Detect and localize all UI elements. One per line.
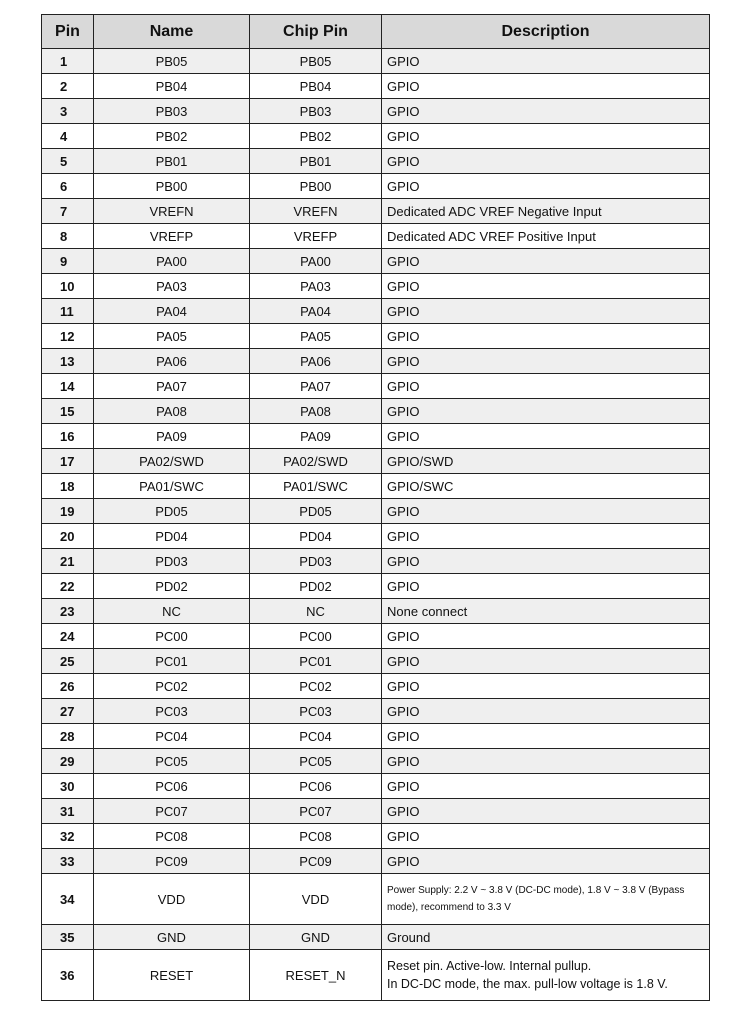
chip-pin-cell: PA03 (250, 274, 382, 299)
table-row (42, 774, 710, 799)
table-row (42, 574, 710, 599)
table-row (42, 950, 710, 1001)
table-row (42, 374, 710, 399)
description-cell: GPIO (382, 374, 710, 399)
pin-cell: 15 (42, 399, 94, 424)
name-cell: PA04 (94, 299, 250, 324)
chip-pin-cell: PA04 (250, 299, 382, 324)
name-cell: PC05 (94, 749, 250, 774)
name-cell: PA00 (94, 249, 250, 274)
description-cell: GPIO (382, 824, 710, 849)
chip-pin-cell: PC06 (250, 774, 382, 799)
chip-pin-cell: PB02 (250, 124, 382, 149)
pin-cell: 5 (42, 149, 94, 174)
chip-pin-cell: GND (250, 925, 382, 950)
table-row (42, 249, 710, 274)
chip-pin-cell: PC09 (250, 849, 382, 874)
name-cell: PB02 (94, 124, 250, 149)
chip-pin-cell: PC07 (250, 799, 382, 824)
pin-cell: 3 (42, 99, 94, 124)
chip-pin-cell: PC03 (250, 699, 382, 724)
description-cell: GPIO (382, 324, 710, 349)
description-cell: GPIO (382, 624, 710, 649)
name-cell: PC03 (94, 699, 250, 724)
description-cell: GPIO (382, 549, 710, 574)
header-name: Name (94, 15, 250, 49)
description-cell: GPIO (382, 674, 710, 699)
chip-pin-cell: VREFN (250, 199, 382, 224)
chip-pin-cell: PB00 (250, 174, 382, 199)
table-row (42, 74, 710, 99)
table-row (42, 799, 710, 824)
name-cell: PA02/SWD (94, 449, 250, 474)
description-line: Reset pin. Active-low. Internal pullup. (387, 959, 592, 973)
description-cell: None connect (382, 599, 710, 624)
description-cell: GPIO (382, 274, 710, 299)
name-cell: PB05 (94, 49, 250, 74)
pin-cell: 34 (42, 874, 94, 925)
chip-pin-cell: PB01 (250, 149, 382, 174)
table-row (42, 449, 710, 474)
chip-pin-cell: PA00 (250, 249, 382, 274)
table-row (42, 199, 710, 224)
name-cell: RESET (94, 950, 250, 1001)
table-row (42, 474, 710, 499)
chip-pin-cell: PB05 (250, 49, 382, 74)
pin-cell: 13 (42, 349, 94, 374)
pin-cell: 20 (42, 524, 94, 549)
chip-pin-cell: PA08 (250, 399, 382, 424)
header-pin: Pin (42, 15, 94, 49)
pin-cell: 17 (42, 449, 94, 474)
description-cell: GPIO (382, 699, 710, 724)
table-row (42, 724, 710, 749)
chip-pin-cell: PC02 (250, 674, 382, 699)
description-cell: GPIO (382, 149, 710, 174)
table-row (42, 174, 710, 199)
chip-pin-cell: PA06 (250, 349, 382, 374)
description-cell: Dedicated ADC VREF Negative Input (382, 199, 710, 224)
chip-pin-cell: PC01 (250, 649, 382, 674)
table-row (42, 599, 710, 624)
table-row (42, 824, 710, 849)
name-cell: PD02 (94, 574, 250, 599)
name-cell: VDD (94, 874, 250, 925)
name-cell: VREFP (94, 224, 250, 249)
pin-cell: 33 (42, 849, 94, 874)
table-row (42, 99, 710, 124)
name-cell: PC09 (94, 849, 250, 874)
name-cell: PC01 (94, 649, 250, 674)
header-row (42, 15, 710, 49)
description-cell: GPIO/SWC (382, 474, 710, 499)
name-cell: PA03 (94, 274, 250, 299)
pin-cell: 25 (42, 649, 94, 674)
header-chip-pin: Chip Pin (250, 15, 382, 49)
description-cell: GPIO (382, 724, 710, 749)
chip-pin-cell: PD05 (250, 499, 382, 524)
description-cell (382, 950, 710, 1001)
table-body (42, 49, 710, 1001)
table-header (42, 15, 710, 49)
description-cell: GPIO (382, 774, 710, 799)
chip-pin-cell: PD04 (250, 524, 382, 549)
pin-cell: 26 (42, 674, 94, 699)
chip-pin-cell: PB04 (250, 74, 382, 99)
chip-pin-cell: PD02 (250, 574, 382, 599)
description-cell: GPIO (382, 574, 710, 599)
pin-cell: 2 (42, 74, 94, 99)
chip-pin-cell: PC08 (250, 824, 382, 849)
name-cell: PB04 (94, 74, 250, 99)
pin-cell: 1 (42, 49, 94, 74)
description-cell: GPIO (382, 124, 710, 149)
pin-cell: 4 (42, 124, 94, 149)
description-cell: GPIO (382, 99, 710, 124)
table-row (42, 49, 710, 74)
pin-cell: 31 (42, 799, 94, 824)
pin-cell: 19 (42, 499, 94, 524)
name-cell: PA09 (94, 424, 250, 449)
description-cell: GPIO (382, 399, 710, 424)
chip-pin-cell: VREFP (250, 224, 382, 249)
name-cell: PA05 (94, 324, 250, 349)
pin-cell: 18 (42, 474, 94, 499)
description-cell: GPIO (382, 174, 710, 199)
name-cell: VREFN (94, 199, 250, 224)
description-line: In DC-DC mode, the max. pull-low voltage is 1.8 V. (387, 977, 668, 991)
name-cell: PC07 (94, 799, 250, 824)
description-cell: GPIO (382, 249, 710, 274)
description-cell: Power Supply: 2.2 V ~ 3.8 V (DC-DC mode), 1.8 V ~ 3.8 V (Bypass mode), recommend to 3.3 V (382, 874, 710, 925)
table-row (42, 299, 710, 324)
header-description: Description (382, 15, 710, 49)
table-row (42, 274, 710, 299)
name-cell: GND (94, 925, 250, 950)
name-cell: PA07 (94, 374, 250, 399)
table-row (42, 874, 710, 925)
description-cell: GPIO (382, 299, 710, 324)
pin-cell: 12 (42, 324, 94, 349)
pin-cell: 9 (42, 249, 94, 274)
pin-cell: 36 (42, 950, 94, 1001)
table-row (42, 149, 710, 174)
name-cell: PC06 (94, 774, 250, 799)
description-cell: GPIO (382, 74, 710, 99)
description-cell: GPIO (382, 749, 710, 774)
name-cell: PA01/SWC (94, 474, 250, 499)
pin-cell: 23 (42, 599, 94, 624)
name-cell: PB03 (94, 99, 250, 124)
table-row (42, 424, 710, 449)
name-cell: PC02 (94, 674, 250, 699)
table-row (42, 624, 710, 649)
chip-pin-cell: PC00 (250, 624, 382, 649)
pin-cell: 35 (42, 925, 94, 950)
table-row (42, 549, 710, 574)
pin-cell: 10 (42, 274, 94, 299)
table-row (42, 124, 710, 149)
table-row (42, 699, 710, 724)
description-cell: GPIO (382, 524, 710, 549)
chip-pin-cell: PA02/SWD (250, 449, 382, 474)
name-cell: PB00 (94, 174, 250, 199)
name-cell: PD05 (94, 499, 250, 524)
table-row (42, 324, 710, 349)
description-cell: GPIO/SWD (382, 449, 710, 474)
description-cell: GPIO (382, 49, 710, 74)
description-cell: GPIO (382, 424, 710, 449)
chip-pin-cell: NC (250, 599, 382, 624)
chip-pin-cell: PD03 (250, 549, 382, 574)
pin-cell: 21 (42, 549, 94, 574)
table-row (42, 749, 710, 774)
description-cell: GPIO (382, 499, 710, 524)
name-cell: PA06 (94, 349, 250, 374)
chip-pin-cell: PB03 (250, 99, 382, 124)
pin-cell: 6 (42, 174, 94, 199)
chip-pin-cell: RESET_N (250, 950, 382, 1001)
table-row (42, 524, 710, 549)
name-cell: PD03 (94, 549, 250, 574)
pin-table (41, 14, 710, 1001)
pin-cell: 7 (42, 199, 94, 224)
pin-cell: 24 (42, 624, 94, 649)
chip-pin-cell: PA01/SWC (250, 474, 382, 499)
name-cell: NC (94, 599, 250, 624)
pin-cell: 14 (42, 374, 94, 399)
table-row (42, 649, 710, 674)
pin-cell: 29 (42, 749, 94, 774)
chip-pin-cell: PC04 (250, 724, 382, 749)
pin-cell: 16 (42, 424, 94, 449)
description-cell: GPIO (382, 649, 710, 674)
pin-cell: 30 (42, 774, 94, 799)
description-cell: Dedicated ADC VREF Positive Input (382, 224, 710, 249)
table-row (42, 349, 710, 374)
table-row (42, 925, 710, 950)
description-cell: GPIO (382, 349, 710, 374)
description-cell: GPIO (382, 799, 710, 824)
chip-pin-cell: VDD (250, 874, 382, 925)
chip-pin-cell: PC05 (250, 749, 382, 774)
table-row (42, 674, 710, 699)
pin-cell: 22 (42, 574, 94, 599)
pin-cell: 8 (42, 224, 94, 249)
chip-pin-cell: PA05 (250, 324, 382, 349)
table-row (42, 224, 710, 249)
table-row (42, 849, 710, 874)
chip-pin-cell: PA09 (250, 424, 382, 449)
name-cell: PD04 (94, 524, 250, 549)
description-cell: Ground (382, 925, 710, 950)
chip-pin-cell: PA07 (250, 374, 382, 399)
name-cell: PB01 (94, 149, 250, 174)
table-row (42, 499, 710, 524)
name-cell: PC00 (94, 624, 250, 649)
pin-cell: 27 (42, 699, 94, 724)
name-cell: PC04 (94, 724, 250, 749)
description-cell: GPIO (382, 849, 710, 874)
name-cell: PA08 (94, 399, 250, 424)
pin-cell: 28 (42, 724, 94, 749)
table-row (42, 399, 710, 424)
pin-cell: 11 (42, 299, 94, 324)
pin-cell: 32 (42, 824, 94, 849)
name-cell: PC08 (94, 824, 250, 849)
